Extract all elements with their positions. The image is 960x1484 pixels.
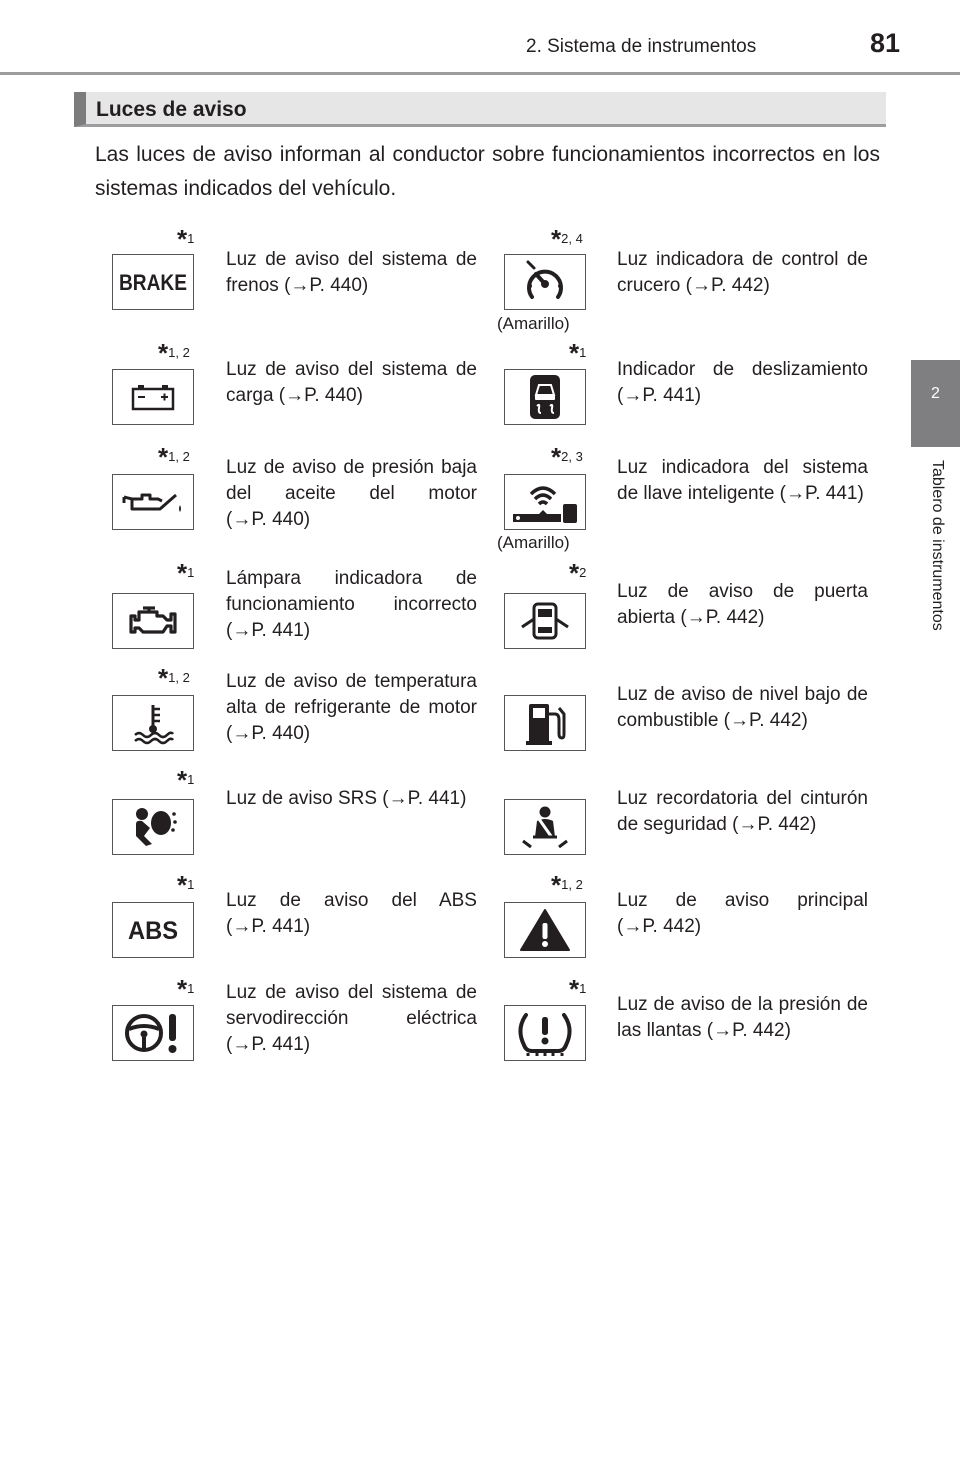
note-mark-smartkey: *$^{2, 3}$ (551, 442, 583, 472)
section-intro: Las luces de aviso informan al conductor sobre funcionamientos incorrectos en los sistemas indicados del vehículo. (95, 143, 880, 200)
note-mark-brake: *$^1$ (177, 224, 195, 254)
eps-icon-box (112, 1005, 194, 1061)
note-mark-srs: *$^1$ (177, 765, 195, 795)
check-engine-icon (127, 604, 179, 638)
note-mark-master: *$^{1, 2}$ (551, 870, 583, 900)
cruise-icon-box (504, 254, 586, 310)
airbag-icon (128, 806, 178, 848)
seatbelt-icon-box (504, 799, 586, 855)
note-mark-coolant: *$^{1, 2}$ (158, 663, 190, 693)
brake-description: Luz de aviso del sistema de frenos (→P. 440) (226, 249, 477, 296)
tire-pressure-icon (512, 1009, 578, 1057)
note-mark-slip: *$^1$ (569, 338, 587, 368)
note-mark-door: *$^2$ (569, 558, 587, 588)
engine-description: Lámpara indicadora de funcionamiento incorrecto (→P. 441) (226, 568, 477, 641)
slip-indicator-icon (530, 375, 560, 419)
cruise-control-icon (520, 259, 570, 305)
smartkey-icon-box (504, 474, 586, 530)
brake-icon-box (112, 254, 194, 310)
charging-icon-box (112, 369, 194, 425)
tpms-description: Luz de aviso de la presión de las llantas (→P. 442) (617, 994, 868, 1041)
fuel-description: Luz de aviso de nivel bajo de combustible (→P. 442) (617, 684, 868, 731)
coolant-temperature-icon (131, 701, 175, 745)
section-heading (74, 92, 886, 127)
chapter-title: 2. Sistema de instrumentos (526, 36, 757, 57)
smartkey-description: Luz indicadora del sistema de llave inteligente (→P. 441) (617, 457, 868, 504)
note-mark-tpms: *$^1$ (569, 974, 587, 1004)
engine-icon-box (112, 593, 194, 649)
coolant-icon-box (112, 695, 194, 751)
warning-triangle-icon (519, 908, 571, 952)
srs-icon-box (112, 799, 194, 855)
oil-description: Luz de aviso de presión baja del aceite del motor (→P. 440) (226, 457, 477, 530)
seatbelt-icon (517, 805, 573, 849)
seatbelt-description: Luz recordatoria del cinturón de seguridad (→P. 442) (617, 788, 868, 835)
abs-text-icon (125, 915, 181, 945)
chapter-tab-label: Tablero de instrumentos (929, 460, 946, 631)
page-number: 81 (870, 28, 901, 58)
abs-icon-box (112, 902, 194, 958)
battery-icon (130, 383, 176, 411)
smart-key-icon (509, 480, 581, 524)
fuel-icon-box (504, 695, 586, 751)
slip-icon-box (504, 369, 586, 425)
master-icon-box (504, 902, 586, 958)
note-mark-eps: *$^1$ (177, 974, 195, 1004)
power-steering-icon (122, 1011, 184, 1055)
eps-description: Luz de aviso del sistema de servodirección eléctrica (→P. 441) (226, 982, 477, 1055)
door-description: Luz de aviso de puerta abierta (→P. 442) (617, 581, 868, 628)
abs-description: Luz de aviso del ABS (→P. 441) (226, 890, 477, 937)
svg-text:BRAKE: BRAKE (119, 270, 187, 295)
svg-text:ABS: ABS (128, 917, 178, 945)
open-door-icon (518, 601, 572, 641)
note-mark-oil: *$^{1, 2}$ (158, 442, 190, 472)
note-mark-engine: *$^1$ (177, 558, 195, 588)
fuel-pump-icon (523, 700, 567, 746)
oil-can-icon (120, 487, 186, 517)
note-mark-charging: *$^{1, 2}$ (158, 338, 190, 368)
cruise-color-caption: (Amarillo) (497, 314, 570, 333)
slip-description: Indicador de deslizamiento (→P. 441) (617, 359, 868, 406)
chapter-tab (911, 360, 960, 447)
oil-icon-box (112, 474, 194, 530)
coolant-description: Luz de aviso de temperatura alta de refrigerante de motor (→P. 440) (226, 671, 477, 744)
section-title: Luces de aviso (96, 98, 247, 121)
cruise-description: Luz indicadora de control de crucero (→P. 442) (617, 249, 868, 296)
note-mark-abs: *$^1$ (177, 870, 195, 900)
smartkey-color-caption: (Amarillo) (497, 533, 570, 552)
chapter-tab-number: 2 (931, 385, 940, 402)
note-mark-cruise: *$^{2, 4}$ (551, 224, 583, 254)
master-description: Luz de aviso principal (→P. 442) (617, 890, 868, 937)
brake-text-icon (115, 267, 191, 297)
srs-description: Luz de aviso SRS (→P. 441) (226, 788, 467, 809)
door-icon-box (504, 593, 586, 649)
tpms-icon-box (504, 1005, 586, 1061)
header-divider (0, 72, 960, 75)
charging-description: Luz de aviso del sistema de carga (→P. 440) (226, 359, 477, 406)
